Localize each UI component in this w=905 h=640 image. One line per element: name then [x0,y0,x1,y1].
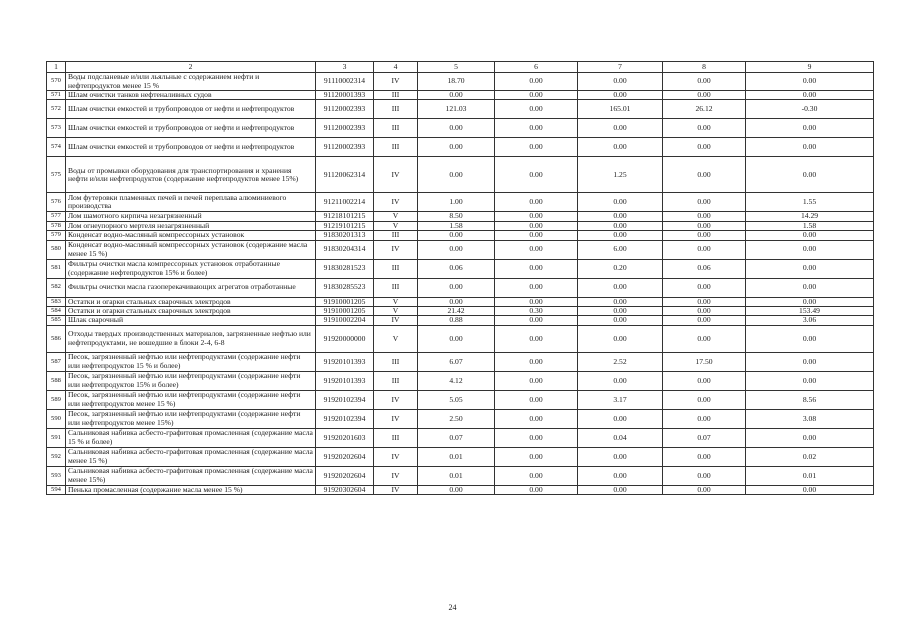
waste-name: Остатки и огарки стальных сварочных электродов [66,297,316,306]
value-col5: 4.12 [418,371,495,390]
waste-code: 91920202604 [316,466,374,485]
waste-name: Воды от промывки оборудования для транспортирования и хранения нефти и/или нефтепродуктов (содержание нефтепродуктов менее 15%) [66,157,316,193]
value-col5: 0.00 [418,240,495,259]
value-col5: 5.05 [418,390,495,409]
waste-name: Шлам очистки емкостей и трубопроводов от нефти и нефтепродуктов [66,119,316,138]
value-col7: 0.00 [578,325,663,352]
row-number: 577 [47,212,66,221]
value-col5: 18.70 [418,73,495,91]
waste-name: Шлам очистки танков нефтеналивных судов [66,91,316,100]
value-col7: 0.00 [578,91,663,100]
value-col7: 0.00 [578,193,663,212]
row-number: 581 [47,259,66,278]
table-row [47,100,874,119]
header-row [47,62,874,73]
table-row [47,221,874,230]
value-col8: 0.00 [663,240,746,259]
value-col6: 0.00 [495,221,578,230]
waste-code: 91920201603 [316,428,374,447]
value-col6: 0.00 [495,231,578,240]
value-col7: 0.00 [578,409,663,428]
value-col9: 0.00 [746,138,874,157]
value-col8: 0.00 [663,91,746,100]
value-col9: 3.06 [746,316,874,325]
value-col8: 0.00 [663,447,746,466]
waste-code: 91910001205 [316,307,374,316]
value-col5: 6.07 [418,352,495,371]
value-col9: 0.00 [746,325,874,352]
row-number: 591 [47,428,66,447]
value-col5: 0.00 [418,231,495,240]
waste-name: Отходы твердых производственных материалов, загрязненные нефтью или нефтепродуктами, не вошедшие в блоки 2-4, 6-8 [66,325,316,352]
waste-name: Лом футеровки пламенных печей и печей переплава алюминиевого производства [66,193,316,212]
value-col6: 0.00 [495,278,578,297]
value-col9: 0.00 [746,73,874,91]
hazard-class: IV [374,390,418,409]
waste-code: 91218101215 [316,212,374,221]
table-row [47,259,874,278]
value-col6: 0.00 [495,390,578,409]
value-col6: 0.00 [495,447,578,466]
waste-code: 91920302604 [316,485,374,494]
table-row [47,466,874,485]
value-col9: 0.00 [746,91,874,100]
value-col7: 165.01 [578,100,663,119]
waste-name: Остатки и огарки стальных сварочных электродов [66,307,316,316]
value-col5: 0.88 [418,316,495,325]
value-col6: 0.00 [495,466,578,485]
hazard-class: IV [374,485,418,494]
hazard-class: V [374,307,418,316]
hazard-class: III [374,138,418,157]
value-col5: 8.50 [418,212,495,221]
table-row [47,278,874,297]
value-col5: 21.42 [418,307,495,316]
value-col7: 6.00 [578,240,663,259]
table-row [47,352,874,371]
value-col8: 0.00 [663,316,746,325]
row-number: 587 [47,352,66,371]
hazard-class: IV [374,466,418,485]
value-col7: 0.00 [578,73,663,91]
row-number: 575 [47,157,66,193]
hazard-class: III [374,119,418,138]
value-col5: 0.00 [418,297,495,306]
hazard-class: V [374,297,418,306]
value-col8: 0.00 [663,297,746,306]
value-col6: 0.00 [495,240,578,259]
value-col5: 0.06 [418,259,495,278]
value-col7: 0.00 [578,119,663,138]
waste-name: Шлам очистки емкостей и трубопроводов от нефти и нефтепродуктов [66,100,316,119]
waste-name: Конденсат водно-масляный компрессорных установок [66,231,316,240]
column-header: 9 [746,62,874,73]
hazard-class: III [374,352,418,371]
value-col8: 0.00 [663,221,746,230]
value-col9: 0.00 [746,371,874,390]
row-number: 594 [47,485,66,494]
hazard-class: IV [374,316,418,325]
value-col6: 0.00 [495,428,578,447]
value-col7: 0.00 [578,307,663,316]
value-col7: 0.00 [578,371,663,390]
value-col7: 0.00 [578,466,663,485]
value-col8: 0.00 [663,157,746,193]
hazard-class: IV [374,73,418,91]
hazard-class: V [374,221,418,230]
row-number: 573 [47,119,66,138]
waste-code: 91120002393 [316,138,374,157]
value-col8: 0.00 [663,325,746,352]
value-col9: 0.00 [746,240,874,259]
waste-code: 91910001205 [316,297,374,306]
value-col6: 0.00 [495,138,578,157]
value-col6: 0.00 [495,371,578,390]
value-col6: 0.00 [495,212,578,221]
value-col5: 0.00 [418,278,495,297]
row-number: 574 [47,138,66,157]
value-col9: 1.55 [746,193,874,212]
row-number: 590 [47,409,66,428]
table-row [47,316,874,325]
table-row [47,307,874,316]
value-col9: 0.00 [746,485,874,494]
table-row [47,73,874,91]
waste-name: Песок, загрязненный нефтью или нефтепродуктами (содержание нефти или нефтепродуктов менее 15 %) [66,390,316,409]
waste-name: Конденсат водно-масляный компрессорных установок (содержание масла менее 15 %) [66,240,316,259]
value-col8: 26.12 [663,100,746,119]
value-col6: 0.00 [495,119,578,138]
row-number: 576 [47,193,66,212]
value-col6: 0.00 [495,297,578,306]
value-col9: 0.00 [746,297,874,306]
waste-code: 91830204314 [316,240,374,259]
waste-code: 91120062314 [316,157,374,193]
value-col8: 0.00 [663,119,746,138]
waste-name: Сальниковая набивка асбесто-графитовая промасленная (содержание масла менее 15 %) [66,447,316,466]
column-header: 2 [66,62,316,73]
hazard-class: III [374,259,418,278]
value-col8: 17.50 [663,352,746,371]
waste-name: Сальниковая набивка асбесто-графитовая промасленная (содержание масла менее 15%) [66,466,316,485]
value-col9: 153.49 [746,307,874,316]
value-col8: 0.00 [663,466,746,485]
value-col5: 0.00 [418,91,495,100]
value-col9: 1.58 [746,221,874,230]
value-col7: 0.04 [578,428,663,447]
value-col5: 0.00 [418,325,495,352]
table-row [47,409,874,428]
hazard-class: IV [374,193,418,212]
value-col6: 0.00 [495,316,578,325]
table-row [47,240,874,259]
value-col7: 1.25 [578,157,663,193]
value-col9: 0.00 [746,428,874,447]
row-number: 585 [47,316,66,325]
value-col5: 2.50 [418,409,495,428]
table-row [47,297,874,306]
waste-code: 91920101393 [316,371,374,390]
row-number: 588 [47,371,66,390]
value-col6: 0.00 [495,193,578,212]
value-col8: 0.00 [663,193,746,212]
value-col6: 0.00 [495,100,578,119]
row-number: 572 [47,100,66,119]
table-row [47,212,874,221]
value-col5: 0.00 [418,157,495,193]
hazard-class: IV [374,409,418,428]
row-number: 586 [47,325,66,352]
value-col8: 0.00 [663,278,746,297]
value-col6: 0.00 [495,157,578,193]
waste-code: 91211002214 [316,193,374,212]
value-col9: 0.00 [746,157,874,193]
waste-name: Лом огнеупорного мертеля незагрязненный [66,221,316,230]
hazard-class: IV [374,157,418,193]
waste-code: 91920102394 [316,409,374,428]
table-row [47,371,874,390]
waste-code: 91830201313 [316,231,374,240]
waste-code: 91910002204 [316,316,374,325]
table-row [47,390,874,409]
waste-code: 91120001393 [316,91,374,100]
hazard-class: III [374,100,418,119]
waste-code: 91920202604 [316,447,374,466]
value-col7: 0.00 [578,212,663,221]
value-col5: 0.01 [418,466,495,485]
column-header: 6 [495,62,578,73]
waste-code: 91110002314 [316,73,374,91]
waste-code: 91120002393 [316,100,374,119]
value-col8: 0.00 [663,138,746,157]
value-col9: 3.08 [746,409,874,428]
table-row [47,485,874,494]
row-number: 570 [47,73,66,91]
value-col5: 0.07 [418,428,495,447]
row-number: 571 [47,91,66,100]
value-col8: 0.00 [663,307,746,316]
waste-code: 91830285523 [316,278,374,297]
hazard-class: III [374,371,418,390]
waste-name: Фильтры очистки масла газоперекачивающих агрегатов отработанные [66,278,316,297]
value-col9: 0.01 [746,466,874,485]
hazard-class: III [374,278,418,297]
table-row [47,447,874,466]
value-col9: 0.00 [746,278,874,297]
value-col6: 0.00 [495,352,578,371]
waste-table [46,61,874,495]
waste-name: Сальниковая набивка асбесто-графитовая промасленная (содержание масла 15 % и более) [66,428,316,447]
waste-name: Фильтры очистки масла компрессорных установок отработанные (содержание нефтепродуктов 15% и более) [66,259,316,278]
value-col9: 0.00 [746,119,874,138]
value-col8: 0.06 [663,259,746,278]
value-col5: 0.00 [418,119,495,138]
page-number: 24 [448,603,457,612]
hazard-class: III [374,91,418,100]
value-col7: 0.00 [578,221,663,230]
value-col6: 0.00 [495,325,578,352]
value-col9: 14.29 [746,212,874,221]
value-col7: 2.52 [578,352,663,371]
column-header: 7 [578,62,663,73]
row-number: 579 [47,231,66,240]
table-row [47,428,874,447]
waste-name: Лом шамотного кирпича незагрязненный [66,212,316,221]
value-col9: 0.00 [746,231,874,240]
hazard-class: IV [374,240,418,259]
value-col7: 0.00 [578,297,663,306]
value-col5: 121.03 [418,100,495,119]
row-number: 592 [47,447,66,466]
row-number: 578 [47,221,66,230]
table-row [47,231,874,240]
value-col8: 0.07 [663,428,746,447]
row-number: 589 [47,390,66,409]
value-col5: 1.58 [418,221,495,230]
hazard-class: III [374,428,418,447]
value-col6: 0.00 [495,485,578,494]
value-col6: 0.30 [495,307,578,316]
value-col6: 0.00 [495,409,578,428]
value-col5: 0.01 [418,447,495,466]
table-row [47,193,874,212]
value-col8: 0.00 [663,212,746,221]
table-row [47,325,874,352]
table-row [47,138,874,157]
value-col7: 0.00 [578,138,663,157]
column-header: 3 [316,62,374,73]
waste-code: 91920000000 [316,325,374,352]
value-col5: 0.00 [418,485,495,494]
value-col8: 0.00 [663,231,746,240]
waste-name: Песок, загрязненный нефтью или нефтепродуктами (содержание нефти или нефтепродуктов 15% и более) [66,371,316,390]
value-col6: 0.00 [495,259,578,278]
column-header: 8 [663,62,746,73]
row-number: 593 [47,466,66,485]
value-col7: 0.00 [578,316,663,325]
row-number: 582 [47,278,66,297]
value-col7: 0.00 [578,485,663,494]
table-row [47,119,874,138]
value-col7: 0.20 [578,259,663,278]
value-col8: 0.00 [663,390,746,409]
waste-name: Песок, загрязненный нефтью или нефтепродуктами (содержание нефти или нефтепродуктов менее 15%) [66,409,316,428]
waste-name: Песок, загрязненный нефтью или нефтепродуктами (содержание нефти или нефтепродуктов 15 % и более) [66,352,316,371]
row-number: 584 [47,307,66,316]
column-header: 5 [418,62,495,73]
value-col7: 0.00 [578,447,663,466]
value-col8: 0.00 [663,73,746,91]
hazard-class: V [374,325,418,352]
hazard-class: IV [374,447,418,466]
value-col6: 0.00 [495,73,578,91]
hazard-class: III [374,231,418,240]
value-col9: 8.56 [746,390,874,409]
waste-name: Воды подсланевые и/или льяльные с содержанием нефти и нефтепродуктов менее 15 % [66,73,316,91]
row-number: 580 [47,240,66,259]
waste-name: Шлак сварочный [66,316,316,325]
column-header: 1 [47,62,66,73]
waste-code: 91830281523 [316,259,374,278]
waste-code: 91120002393 [316,119,374,138]
value-col7: 3.17 [578,390,663,409]
value-col9: 0.00 [746,352,874,371]
waste-name: Шлам очистки емкостей и трубопроводов от нефти и нефтепродуктов [66,138,316,157]
table-row [47,157,874,193]
value-col5: 1.00 [418,193,495,212]
value-col8: 0.00 [663,371,746,390]
value-col9: 0.00 [746,259,874,278]
waste-code: 91219101215 [316,221,374,230]
column-header: 4 [374,62,418,73]
value-col7: 0.00 [578,231,663,240]
value-col8: 0.00 [663,409,746,428]
value-col6: 0.00 [495,91,578,100]
hazard-class: V [374,212,418,221]
value-col9: -0.30 [746,100,874,119]
waste-code: 91920101393 [316,352,374,371]
row-number: 583 [47,297,66,306]
value-col5: 0.00 [418,138,495,157]
value-col7: 0.00 [578,278,663,297]
value-col9: 0.02 [746,447,874,466]
table-row [47,91,874,100]
waste-code: 91920102394 [316,390,374,409]
value-col8: 0.00 [663,485,746,494]
waste-name: Пенька промасленная (содержание масла менее 15 %) [66,485,316,494]
